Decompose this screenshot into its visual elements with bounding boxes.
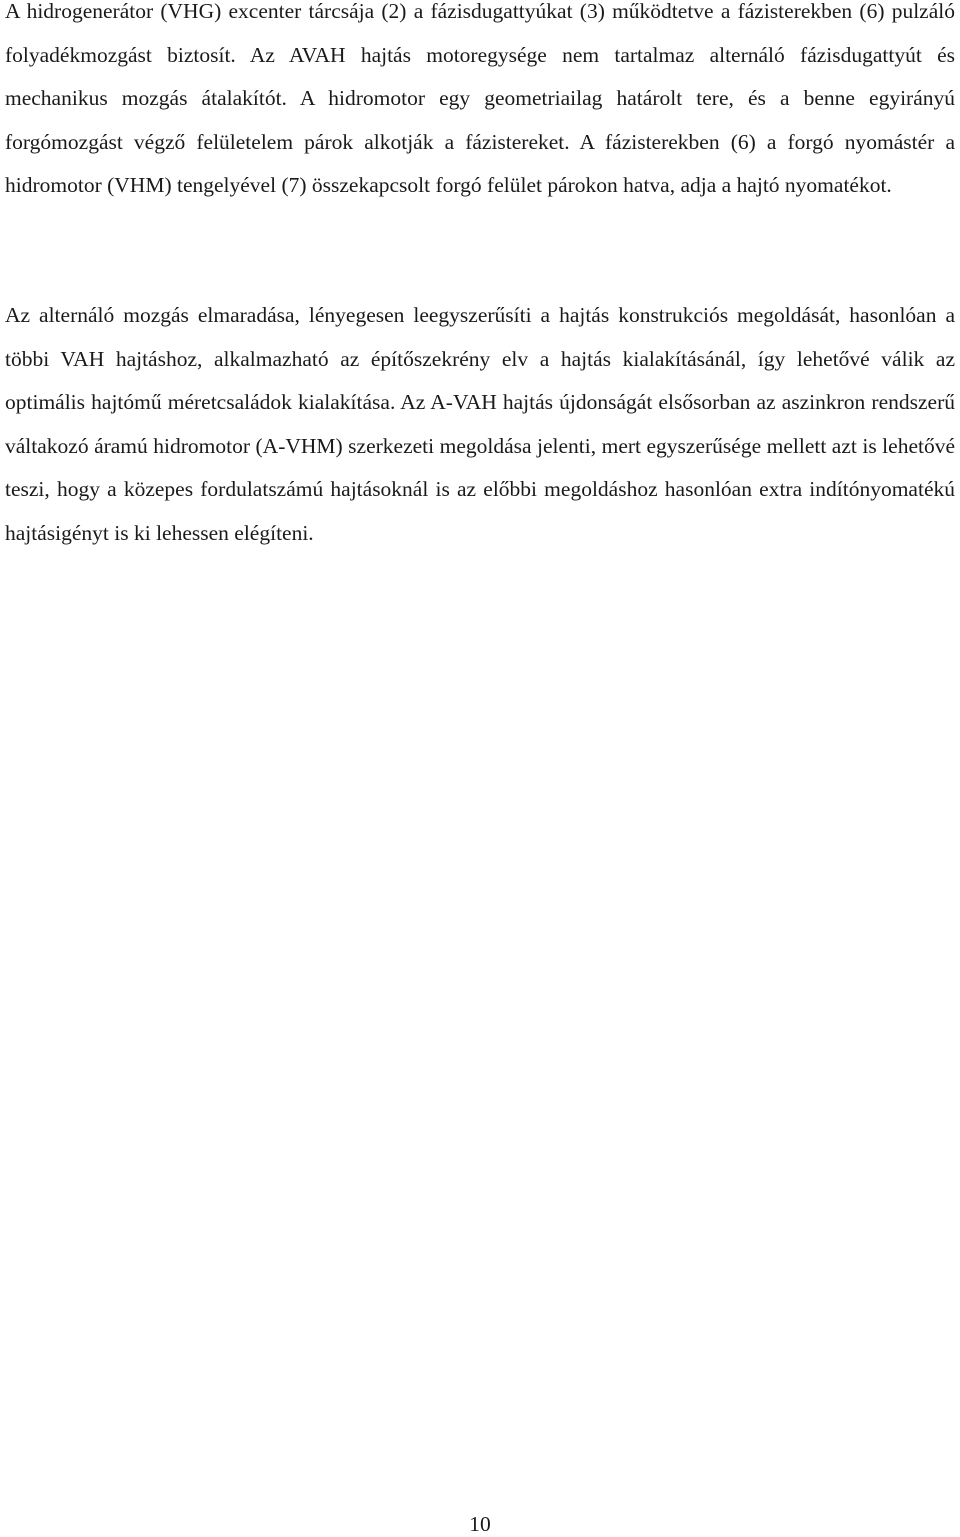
body-paragraph-2: Az alternáló mozgás elmaradása, lényegesen leegyszerűsíti a hajtás konstrukciós megoldását, hasonlóan a többi VAH hajtáshoz, alkalmazható az építőszekrény elv a hajtás kialakításánál, így lehetővé válik az optimális hajtómű méretcsaládok kialakítása. Az A-VAH hajtás újdonságát elsősorban az aszinkron rendszerű váltakozó áramú hidromotor (A-VHM) szerkezeti megoldása jelenti, mert egyszerűsége mellett azt is lehetővé teszi, hogy a közepes fordulatszámú hajtásoknál is az előbbi megoldáshoz hasonlóan extra indítónyomatékú hajtásigényt is ki lehessen elégíteni.: [5, 303, 955, 545]
body-paragraph-1: A hidrogenerátor (VHG) excenter tárcsája (2) a fázisdugattyúkat (3) működtetve a fázisterekben (6) pulzáló folyadékmozgást biztosít. Az AVAH hajtás motoregysége nem tartalmaz alternáló fázisdugattyút és mechanikus mozgás átalakítót. A hidromotor egy geometriailag határolt tere, és a benne egyirányú forgómozgást végző felületelem párok alkotják a fázistereket. A fázisterekben (6) a forgó nyomástér a hidromotor (VHM) tengelyével (7) összekapcsolt forgó felület párokon hatva, adja a hajtó nyomatékot.: [5, 0, 955, 197]
page-number: 10: [469, 1512, 491, 1536]
